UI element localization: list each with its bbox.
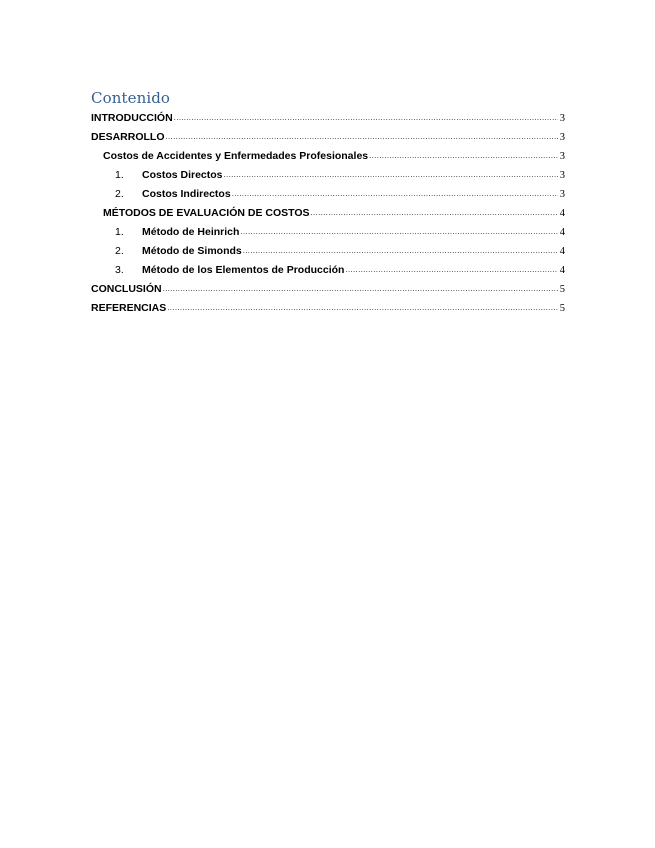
- toc-page-number: 3: [559, 170, 565, 181]
- toc-entry-metodos-evaluacion[interactable]: [91, 204, 565, 223]
- toc-entry-metodo-elementos-produccion[interactable]: [91, 261, 565, 280]
- toc-entry-metodo-simonds[interactable]: [91, 242, 565, 261]
- toc-entry-label: Costos Directos: [142, 169, 223, 181]
- toc-entry-costos-accidentes[interactable]: [91, 147, 565, 166]
- toc-entry-label: Método de Simonds: [142, 245, 242, 257]
- toc-dot-leader: [163, 279, 558, 298]
- toc-dot-leader: [311, 203, 558, 222]
- toc-dot-leader: [224, 165, 558, 184]
- toc-heading: Contenido: [91, 89, 171, 107]
- toc-entry-label: Costos Indirectos: [142, 188, 231, 200]
- toc-entry-costos-indirectos[interactable]: [91, 185, 565, 204]
- toc-entry-label: MÉTODOS DE EVALUACIÓN DE COSTOS: [103, 207, 310, 219]
- toc-entry-referencias[interactable]: [91, 299, 565, 318]
- toc-entry-label: Costos de Accidentes y Enfermedades Profesionales: [103, 150, 369, 162]
- table-of-contents: [91, 109, 565, 318]
- toc-page-number: 5: [559, 284, 565, 295]
- toc-entry-number: 2.: [115, 188, 124, 200]
- toc-dot-leader: [174, 108, 558, 127]
- toc-entry-costos-directos[interactable]: [91, 166, 565, 185]
- toc-entry-label: REFERENCIAS: [91, 302, 167, 314]
- toc-dot-leader: [345, 260, 558, 279]
- toc-entry-introduccion[interactable]: [91, 109, 565, 128]
- toc-entry-number: 1.: [115, 169, 124, 181]
- toc-page-number: 4: [559, 208, 565, 219]
- toc-entry-label: CONCLUSIÓN: [91, 283, 162, 295]
- toc-dot-leader: [369, 146, 558, 165]
- toc-page-number: 5: [559, 303, 565, 314]
- toc-entry-conclusion[interactable]: [91, 280, 565, 299]
- toc-dot-leader: [240, 222, 558, 241]
- toc-entry-metodo-heinrich[interactable]: [91, 223, 565, 242]
- toc-entry-number: 3.: [115, 264, 124, 276]
- toc-page-number: 3: [559, 151, 565, 162]
- toc-page-number: 3: [559, 113, 565, 124]
- toc-page-number: 4: [559, 246, 565, 257]
- toc-dot-leader: [243, 241, 558, 260]
- toc-entry-label: Método de los Elementos de Producción: [142, 264, 345, 276]
- toc-dot-leader: [232, 184, 558, 203]
- toc-page-number: 4: [559, 265, 565, 276]
- toc-entry-label: Método de Heinrich: [142, 226, 240, 238]
- toc-entry-label: DESARROLLO: [91, 131, 165, 143]
- toc-entry-number: 2.: [115, 245, 124, 257]
- toc-entry-number: 1.: [115, 226, 124, 238]
- toc-page-number: 3: [559, 189, 565, 200]
- toc-dot-leader: [166, 127, 559, 146]
- toc-page-number: 3: [559, 132, 565, 143]
- toc-page-number: 4: [559, 227, 565, 238]
- toc-entry-desarrollo[interactable]: [91, 128, 565, 147]
- toc-entry-label: INTRODUCCIÓN: [91, 112, 173, 124]
- toc-dot-leader: [167, 298, 558, 317]
